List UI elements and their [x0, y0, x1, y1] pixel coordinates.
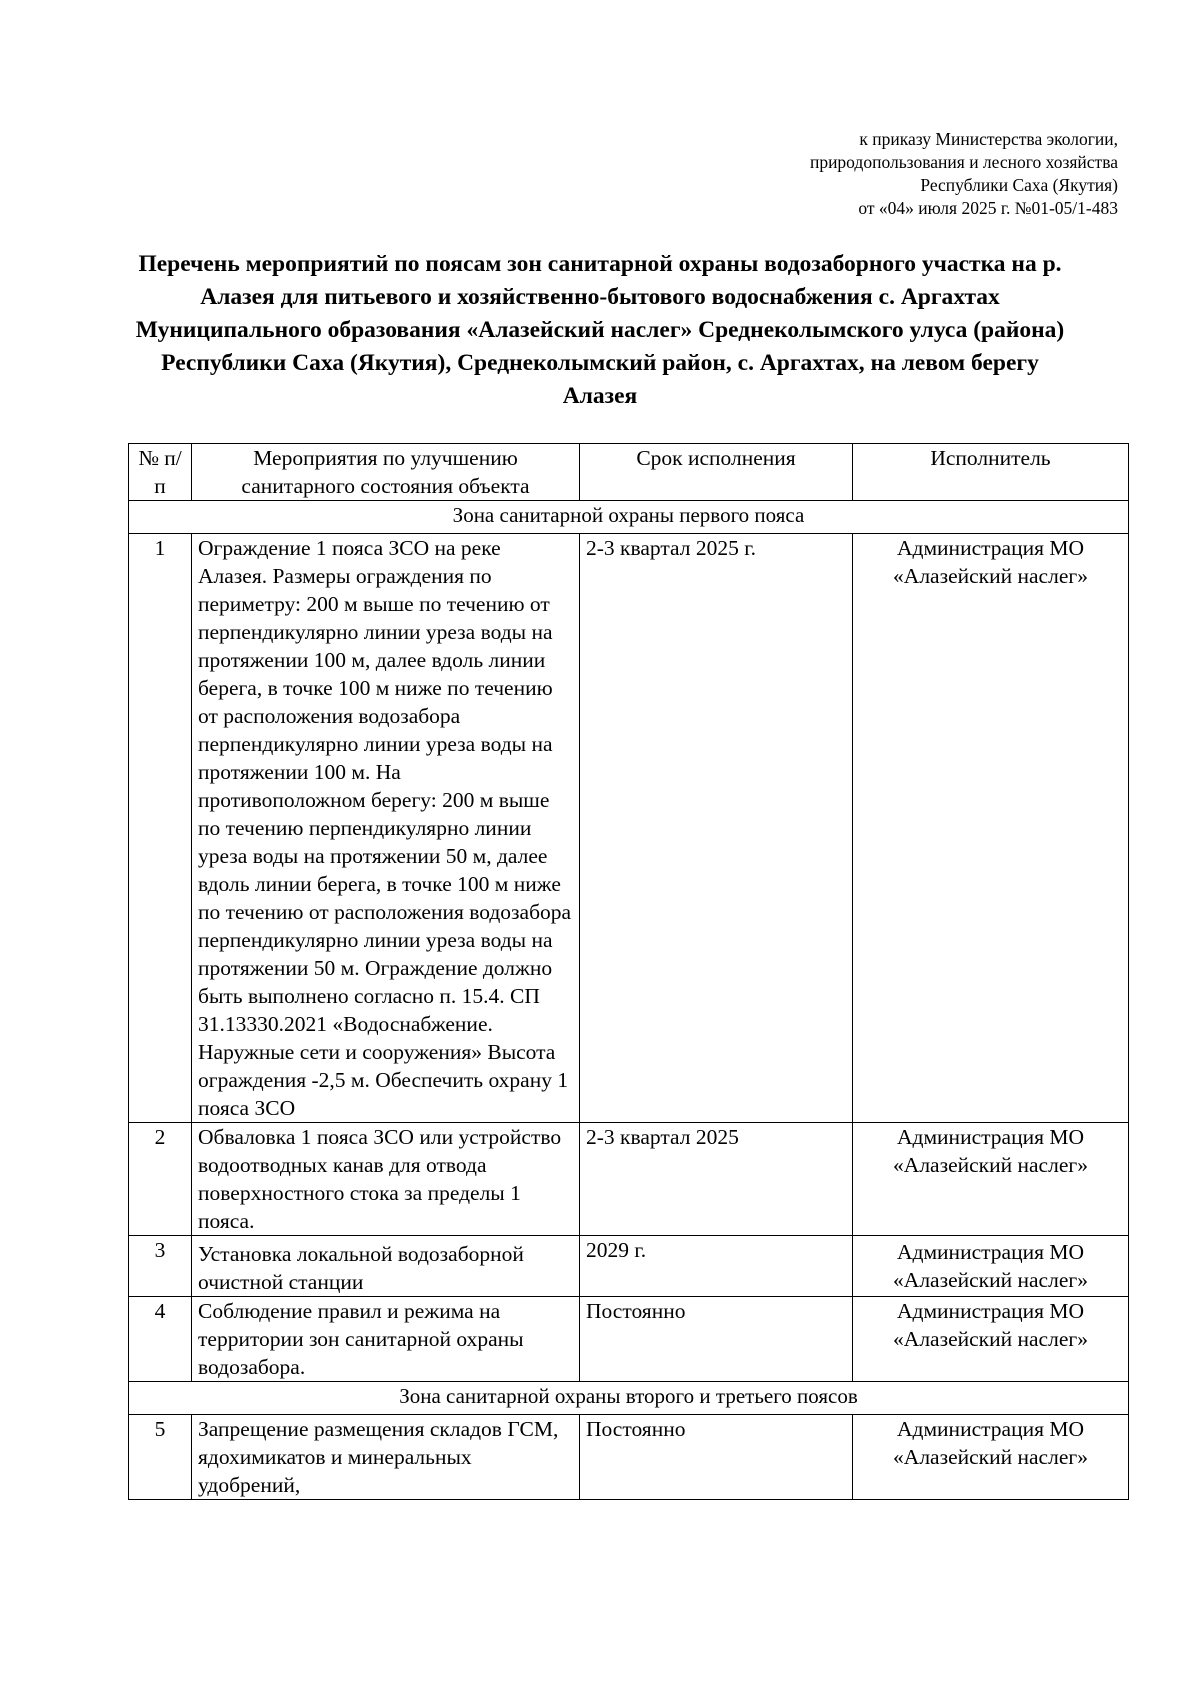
row-activity: Ограждение 1 пояса ЗСО на реке Алазея. Размеры ограждения по периметру: 200 м выше по течению от перпендикулярно линии уреза воды на протяжении 100 м, далее вдоль линии берега, в точке 100 м ниже по течению от расположения водозабора перпендикулярно линии уреза воды на протяжении 100 м. На противоположном берегу: 200 м выше по течению перпендикулярно линии уреза воды на протяжении 50 м, далее вдоль линии берега, в точке 100 м ниже по течению от расположения водозабора перпендикулярно линии уреза воды на протяжении 50 м. Ограждение должно быть выполнено согласно п. 15.4. СП 31.13330.2021 «Водоснабжение. Наружные сети и сооружения» Высота ограждения -2,5 м. Обеспечить охрану 1 пояса ЗСО [192, 534, 580, 1123]
document-title: Перечень мероприятий по поясам зон санитарной охраны водозаборного участка на р. Алазея для питьевого и хозяйственно-бытового водоснабжения с. Аргахтах Муниципального образования «Алазейский наслег» Среднеколымского улуса (района) Республики Саха (Якутия), Среднеколымский район, с. Аргахтах, на левом берегу Алазея [135, 251, 1065, 409]
table-row [129, 534, 1129, 1123]
row-activity: Обваловка 1 пояса ЗСО или устройство водоотводных канав для отвода поверхностного стока за пределы 1 пояса. [192, 1123, 580, 1236]
zone-label: Зона санитарной охраны первого пояса [129, 501, 1129, 534]
order-reference [810, 128, 1118, 220]
row-num: 3 [129, 1236, 192, 1297]
row-term: 2-3 квартал 2025 г. [580, 534, 853, 1123]
row-executor: Администрация МО «Алазейский наслег» [853, 1297, 1129, 1382]
table-row [129, 1123, 1129, 1236]
zone-label: Зона санитарной охраны второго и третьего поясов [129, 1382, 1129, 1415]
order-reference-line-1: к приказу Министерства экологии, [859, 129, 1118, 149]
row-term: Постоянно [580, 1415, 853, 1500]
order-reference-line-3: Республики Саха (Якутия) [920, 175, 1118, 195]
header-activity: Мероприятия по улучшению санитарного состояния объекта [192, 444, 580, 501]
row-num: 2 [129, 1123, 192, 1236]
row-activity: Установка локальной водозаборной очистной станции [192, 1236, 580, 1297]
table-header-row [129, 444, 1129, 501]
row-term: 2-3 квартал 2025 [580, 1123, 853, 1236]
table-row [129, 1415, 1129, 1500]
row-activity: Соблюдение правил и режима на территории зон санитарной охраны водозабора. [192, 1297, 580, 1382]
row-activity: Запрещение размещения складов ГСМ, ядохимикатов и минеральных удобрений, [192, 1415, 580, 1500]
order-reference-line-4: от «04» июля 2025 г. №01-05/1-483 [858, 198, 1118, 218]
zone-row-first-belt [129, 501, 1129, 534]
row-executor: Администрация МО «Алазейский наслег» [853, 534, 1129, 1123]
order-reference-line-2: природопользования и лесного хозяйства [809, 152, 1118, 172]
row-executor: Администрация МО «Алазейский наслег» [853, 1415, 1129, 1500]
measures-table [128, 443, 1129, 1500]
table-row [129, 1236, 1129, 1297]
zone-row-second-third-belts [129, 1382, 1129, 1415]
header-num: № п/п [129, 444, 192, 501]
row-num: 5 [129, 1415, 192, 1500]
header-term: Срок исполнения [580, 444, 853, 501]
row-executor: Администрация МО «Алазейский наслег» [853, 1236, 1129, 1297]
row-num: 1 [129, 534, 192, 1123]
row-term: Постоянно [580, 1297, 853, 1382]
row-num: 4 [129, 1297, 192, 1382]
row-executor: Администрация МО «Алазейский наслег» [853, 1123, 1129, 1236]
table-row [129, 1297, 1129, 1382]
header-executor: Исполнитель [853, 444, 1129, 501]
row-term: 2029 г. [580, 1236, 853, 1297]
